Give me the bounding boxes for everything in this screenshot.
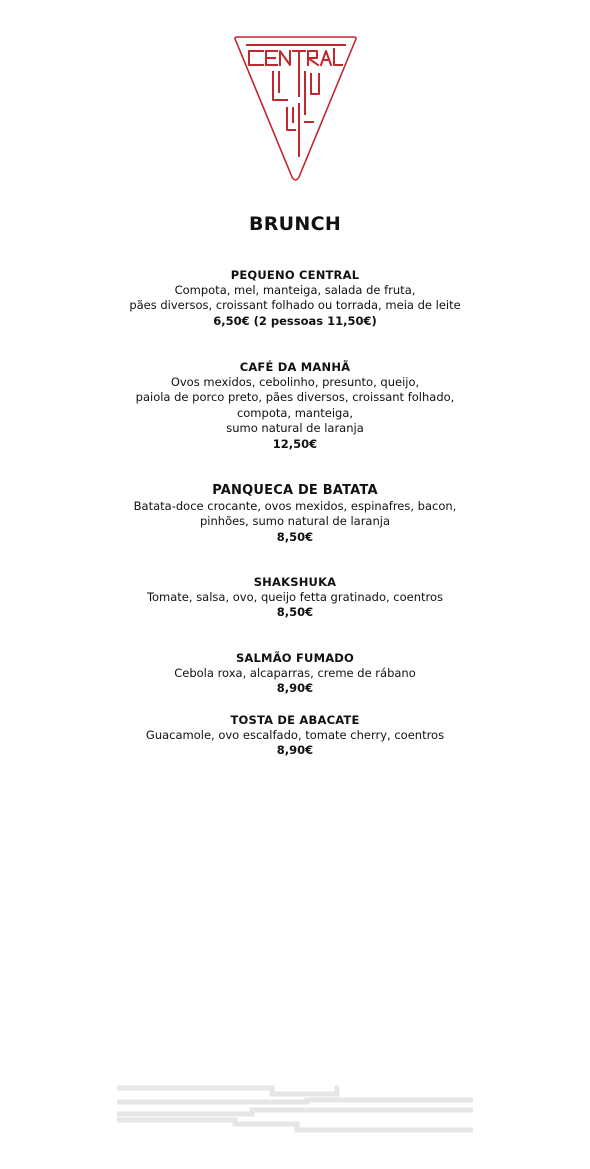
item-name: CAFÉ DA MANHÃ <box>239 360 351 374</box>
item-description-line: Tomate, salsa, ovo, queijo fetta gratinado, coentros <box>146 590 444 604</box>
item-price: 12,50€ <box>272 436 318 451</box>
item-price: 8,50€ <box>276 529 314 544</box>
item-description-line: Batata-doce crocante, ovos mexidos, espinafres, bacon, <box>133 499 457 513</box>
item-price: 8,50€ <box>276 605 314 620</box>
item-description-line: compota, manteiga, <box>236 405 354 420</box>
item-description-line: pães diversos, croissant folhado ou torrada, meia de leite <box>129 298 461 313</box>
item-price: 8,90€ <box>276 743 314 758</box>
item-price: 8,90€ <box>276 681 314 696</box>
menu-item <box>0 575 590 621</box>
item-price: 6,50€ (2 pessoas 11,50€) <box>213 313 377 328</box>
item-description-line: Cebola roxa, alcaparras, creme de rábano <box>174 666 416 680</box>
item-name: SALMÃO FUMADO <box>235 651 355 665</box>
menu-item <box>0 360 590 452</box>
item-description-line: Compota, mel, manteiga, salada de fruta, <box>174 283 416 297</box>
item-name: PANQUECA DE BATATA <box>212 483 378 498</box>
menu-item <box>0 651 590 697</box>
central-logo-icon <box>233 34 358 182</box>
item-description-line: paiola de porco preto, pães diversos, croissant folhado, <box>135 390 455 405</box>
menu-item <box>0 268 590 329</box>
item-description-line: Guacamole, ovo escalfado, tomate cherry, coentros <box>145 728 445 742</box>
item-name: TOSTA DE ABACATE <box>230 713 360 727</box>
menu-item <box>0 713 590 759</box>
page-title: BRUNCH <box>248 213 342 235</box>
menu-item <box>0 482 590 545</box>
footer-decoration-icon <box>117 1084 473 1136</box>
item-description-line: Ovos mexidos, cebolinho, presunto, queijo, <box>170 375 420 389</box>
item-description-line: pinhões, sumo natural de laranja <box>200 514 390 529</box>
item-name: SHAKSHUKA <box>253 575 337 589</box>
item-name: PEQUENO CENTRAL <box>230 268 360 282</box>
item-description-line: sumo natural de laranja <box>226 421 364 436</box>
